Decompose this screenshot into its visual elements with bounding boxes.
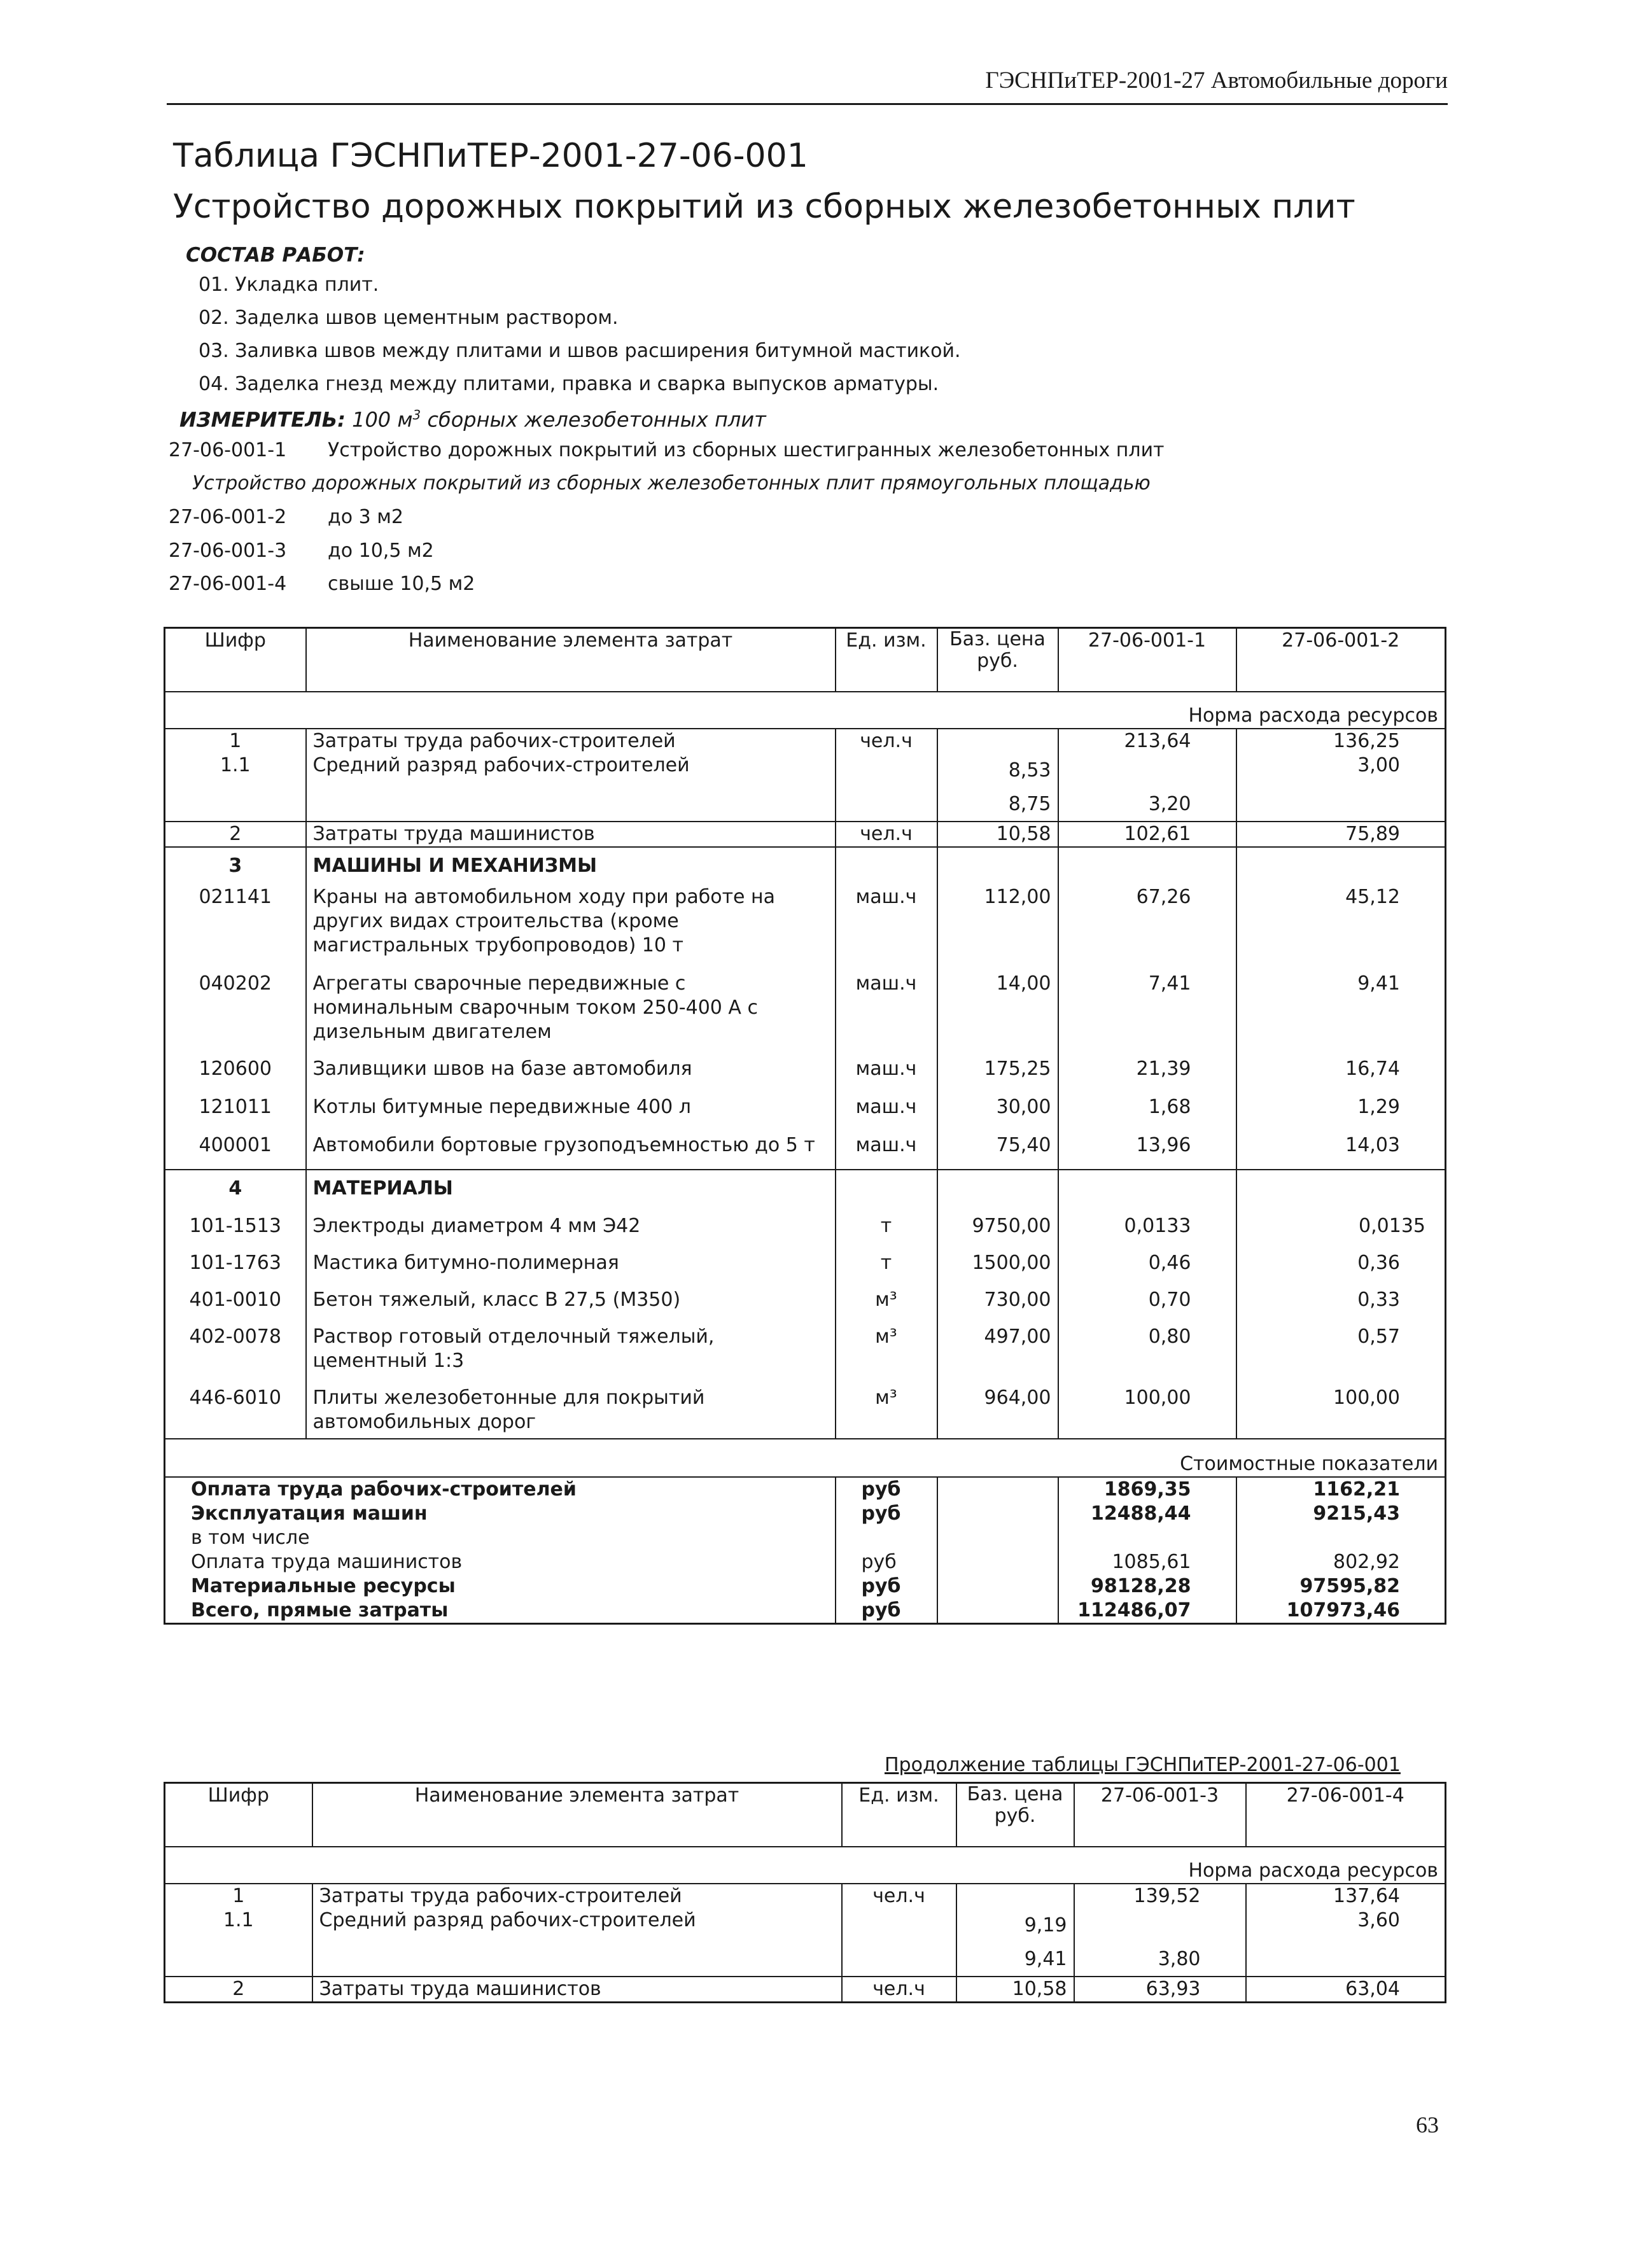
- col-header-name: Наименование элемента затрат: [306, 628, 836, 692]
- cost-value-2: 97595,82: [1236, 1574, 1446, 1599]
- row-price: [937, 729, 1058, 753]
- cost-unit: руб: [836, 1574, 937, 1599]
- work-item: 02. Заделка швов цементным раствором.: [199, 307, 619, 329]
- col-header-name: Наименование элемента затрат: [312, 1783, 842, 1847]
- row-price: [956, 1908, 1074, 1977]
- row-price: 1500,00: [937, 1238, 1058, 1275]
- table-row: [165, 1884, 1446, 1908]
- measure-line: [179, 407, 766, 432]
- norm-desc: Устройство дорожных покрытий из сборных шестигранных железобетонных плит: [328, 439, 1165, 461]
- table-row: [165, 1119, 1446, 1170]
- row-unit: чел.ч: [836, 822, 937, 847]
- table-row: [165, 1044, 1446, 1081]
- table-row: [165, 822, 1446, 847]
- row-name: Затраты труда рабочих-строителей: [312, 1884, 842, 1908]
- row-name: Раствор готовый отделочный тяжелый, цементный 1:3: [306, 1312, 836, 1373]
- row-unit: м³: [836, 1275, 937, 1312]
- norm-code: 27-06-001-4: [169, 573, 287, 595]
- row-unit: чел.ч: [836, 729, 937, 753]
- table-row: [165, 1208, 1446, 1238]
- col-header-price: Баз. цена руб.: [956, 1783, 1074, 1847]
- cost-unit: руб: [836, 1550, 937, 1574]
- row-value-1: 0,0133: [1058, 1208, 1236, 1238]
- row-value-2: 1,29: [1236, 1081, 1446, 1119]
- row-code: 120600: [165, 1044, 306, 1081]
- norm-desc: свыше 10,5 м2: [328, 573, 475, 595]
- row-value-1: [1058, 753, 1236, 822]
- cost-value-1: 1085,61: [1058, 1550, 1236, 1574]
- row-code: 1.1: [165, 1908, 312, 1977]
- row-price: 10,58: [937, 822, 1058, 847]
- row-value-1: 13,96: [1058, 1119, 1236, 1170]
- table-row: [165, 729, 1446, 753]
- section-row: [165, 1170, 1446, 1208]
- norm-code: 27-06-001-3: [169, 540, 287, 562]
- row-name: Автомобили бортовые грузоподъемностью до 5 т: [306, 1119, 836, 1170]
- norm-desc: до 10,5 м2: [328, 540, 434, 562]
- row-value-1: 7,41: [1058, 958, 1236, 1044]
- col-header-norm-4: 27-06-001-4: [1246, 1783, 1446, 1847]
- row-code: 1: [165, 729, 306, 753]
- row-unit: маш.ч: [836, 1119, 937, 1170]
- row-price: [956, 1884, 1074, 1908]
- row-code: 1: [165, 1884, 312, 1908]
- cost-row: [165, 1574, 1446, 1599]
- row-value-2: 14,03: [1236, 1119, 1446, 1170]
- section-code: 4: [165, 1170, 306, 1208]
- row-price: 964,00: [937, 1373, 1058, 1439]
- table-row: [165, 1373, 1446, 1439]
- row-unit: [842, 1908, 956, 1977]
- row-code: 2: [165, 1977, 312, 2003]
- cost-unit: руб: [836, 1599, 937, 1624]
- price-line-1: 9,19: [1024, 1914, 1067, 1936]
- row-unit: маш.ч: [836, 1081, 937, 1119]
- row-name: Электроды диаметром 4 мм Э42: [306, 1208, 836, 1238]
- continuation-caption: Продолжение таблицы ГЭСНПиТЕР-2001-27-06-001: [885, 1754, 1401, 1776]
- row-value-1: [1074, 1908, 1246, 1977]
- table-row: [165, 753, 1446, 822]
- cost-value-2: 802,92: [1236, 1550, 1446, 1574]
- norm-caption: Норма расхода ресурсов: [1074, 1847, 1446, 1884]
- row-value-1: 213,64: [1058, 729, 1236, 753]
- row-price: 112,00: [937, 885, 1058, 958]
- row-name: Агрегаты сварочные передвижные с номинальным сварочным током 250-400 А с дизельным двигателем: [306, 958, 836, 1044]
- row-value-1: 0,46: [1058, 1238, 1236, 1275]
- measure-value-prefix: 100 м: [352, 407, 413, 432]
- row-code: 101-1513: [165, 1208, 306, 1238]
- cost-row: [165, 1526, 1446, 1550]
- row-name: Краны на автомобильном ходу при работе на других видах строительства (кроме магистральных трубопроводов) 10 т: [306, 885, 836, 958]
- row-price: 10,58: [956, 1977, 1074, 2003]
- col-header-price: Баз. цена руб.: [937, 628, 1058, 692]
- cost-row: [165, 1599, 1446, 1624]
- row-price: 30,00: [937, 1081, 1058, 1119]
- composition-label: СОСТАВ РАБОТ:: [186, 244, 365, 267]
- measure-value-sup: 3: [412, 407, 421, 423]
- table-row: [165, 1908, 1446, 1977]
- table-row: [165, 1275, 1446, 1312]
- cost-value-1: 12488,44: [1058, 1502, 1236, 1526]
- cost-caption: Стоимостные показатели: [1180, 1452, 1438, 1475]
- row-code: 401-0010: [165, 1275, 306, 1312]
- row-value-2: 63,04: [1246, 1977, 1446, 2003]
- row-value-2: 75,89: [1236, 822, 1446, 847]
- row-value-1: 0,70: [1058, 1275, 1236, 1312]
- row-code: 446-6010: [165, 1373, 306, 1439]
- row-code: 101-1763: [165, 1238, 306, 1275]
- row-value-2: 137,64: [1246, 1884, 1446, 1908]
- work-item: 03. Заливка швов между плитами и швов расширения битумной мастикой.: [199, 340, 961, 362]
- row-price: 9750,00: [937, 1208, 1058, 1238]
- work-item: 01. Укладка плит.: [199, 274, 379, 296]
- row-code: 040202: [165, 958, 306, 1044]
- table-subtitle: Устройство дорожных покрытий из сборных железобетонных плит: [173, 188, 1355, 226]
- row-unit: маш.ч: [836, 1044, 937, 1081]
- col-header-norm-2: 27-06-001-2: [1236, 628, 1446, 692]
- header-rule: [167, 103, 1448, 105]
- cost-name: Оплата труда машинистов: [165, 1550, 836, 1574]
- value-line-2: 3,20: [1148, 792, 1191, 815]
- row-price: 175,25: [937, 1044, 1058, 1081]
- row-unit: чел.ч: [842, 1977, 956, 2003]
- row-value-2: 136,25: [1236, 729, 1446, 753]
- norm-code: 27-06-001-2: [169, 506, 287, 528]
- resource-table-2: [164, 1782, 1446, 2003]
- cost-value-1: 112486,07: [1058, 1599, 1236, 1624]
- cost-row: [165, 1502, 1446, 1526]
- table-row: [165, 1312, 1446, 1373]
- row-value-2: 0,33: [1236, 1275, 1446, 1312]
- row-name: Бетон тяжелый, класс В 27,5 (М350): [306, 1275, 836, 1312]
- row-unit: м³: [836, 1373, 937, 1439]
- work-item: 04. Заделка гнезд между плитами, правка и сварка выпусков арматуры.: [199, 373, 939, 395]
- col-header-code: Шифр: [165, 628, 306, 692]
- row-code: 1.1: [165, 753, 306, 822]
- section-title: МАТЕРИАЛЫ: [306, 1170, 836, 1208]
- row-value-1: 102,61: [1058, 822, 1236, 847]
- table-row: [165, 1977, 1446, 2003]
- row-name: Затраты труда машинистов: [306, 822, 836, 847]
- table-header-row: [165, 1783, 1446, 1847]
- row-value-1: 1,68: [1058, 1081, 1236, 1119]
- measure-label: ИЗМЕРИТЕЛЬ:: [179, 407, 346, 432]
- cost-name: Эксплуатация машин: [165, 1502, 836, 1526]
- row-name: Средний разряд рабочих-строителей: [306, 753, 836, 822]
- row-value-2: 0,57: [1236, 1312, 1446, 1373]
- col-header-code: Шифр: [165, 1783, 312, 1847]
- table-row: [165, 1081, 1446, 1119]
- row-code: 2: [165, 822, 306, 847]
- row-unit: маш.ч: [836, 885, 937, 958]
- row-unit: чел.ч: [842, 1884, 956, 1908]
- row-unit: маш.ч: [836, 958, 937, 1044]
- row-value-2: 3,00: [1236, 753, 1446, 822]
- row-price: 14,00: [937, 958, 1058, 1044]
- price-line-2: 8,75: [1008, 792, 1051, 815]
- row-unit: т: [836, 1208, 937, 1238]
- value-line-2: 3,80: [1158, 1947, 1201, 1970]
- row-name: Котлы битумные передвижные 400 л: [306, 1081, 836, 1119]
- cost-value-1: 98128,28: [1058, 1574, 1236, 1599]
- cost-name: в том числе: [165, 1526, 836, 1550]
- table-row: [165, 958, 1446, 1044]
- table-row: [165, 1238, 1446, 1275]
- row-value-1: 100,00: [1058, 1373, 1236, 1439]
- row-value-2: 3,60: [1246, 1908, 1446, 1977]
- norm-caption: Норма расхода ресурсов: [1058, 692, 1446, 729]
- row-name: Затраты труда рабочих-строителей: [306, 729, 836, 753]
- row-name: Плиты железобетонные для покрытий автомобильных дорог: [306, 1373, 836, 1439]
- resource-table-1: [164, 627, 1446, 1625]
- row-code: 121011: [165, 1081, 306, 1119]
- table-row: [165, 885, 1446, 958]
- running-header: ГЭСНПиТЕР-2001-27 Автомобильные дороги: [985, 67, 1448, 94]
- norm-desc: до 3 м2: [328, 506, 403, 528]
- cost-unit: руб: [836, 1502, 937, 1526]
- norm-caption-row: [165, 1847, 1446, 1884]
- col-header-norm-1: 27-06-001-1: [1058, 628, 1236, 692]
- table-header-row: [165, 628, 1446, 692]
- row-price: 497,00: [937, 1312, 1058, 1373]
- row-name: Затраты труда машинистов: [312, 1977, 842, 2003]
- row-value-2: 9,41: [1236, 958, 1446, 1044]
- norm-caption-row: [165, 692, 1446, 729]
- row-value-2: 100,00: [1236, 1373, 1446, 1439]
- price-line-2: 9,41: [1024, 1947, 1067, 1970]
- row-value-2: 0,36: [1236, 1238, 1446, 1275]
- cost-caption-row: [165, 1439, 1446, 1477]
- section-code: 3: [165, 847, 306, 885]
- cost-name: Оплата труда рабочих-строителей: [165, 1477, 836, 1502]
- norm-code: 27-06-001-1: [169, 439, 287, 461]
- row-code: 400001: [165, 1119, 306, 1170]
- row-name: Средний разряд рабочих-строителей: [312, 1908, 842, 1977]
- cost-row: [165, 1477, 1446, 1502]
- price-line-1: 8,53: [1008, 759, 1051, 781]
- table-title: Таблица ГЭСНПиТЕР-2001-27-06-001: [173, 137, 808, 175]
- measure-value-suffix: сборных железобетонных плит: [421, 407, 766, 432]
- row-code: 021141: [165, 885, 306, 958]
- row-value-1: 139,52: [1074, 1884, 1246, 1908]
- row-price: 730,00: [937, 1275, 1058, 1312]
- page-number: 63: [1416, 2112, 1439, 2138]
- row-unit: м³: [836, 1312, 937, 1373]
- norm-group: Устройство дорожных покрытий из сборных железобетонных плит прямоугольных площадью: [192, 472, 1151, 494]
- cost-value-2: 1162,21: [1236, 1477, 1446, 1502]
- row-value-1: 63,93: [1074, 1977, 1246, 2003]
- row-price: 75,40: [937, 1119, 1058, 1170]
- row-value-1: 21,39: [1058, 1044, 1236, 1081]
- col-header-unit: Ед. изм.: [842, 1783, 956, 1847]
- cost-name: Всего, прямые затраты: [165, 1599, 836, 1624]
- row-name: Мастика битумно-полимерная: [306, 1238, 836, 1275]
- section-title: МАШИНЫ И МЕХАНИЗМЫ: [306, 847, 836, 885]
- section-row: [165, 847, 1446, 885]
- row-unit: т: [836, 1238, 937, 1275]
- row-code: 402-0078: [165, 1312, 306, 1373]
- cost-value-2: 9215,43: [1236, 1502, 1446, 1526]
- row-price: [937, 753, 1058, 822]
- col-header-norm-3: 27-06-001-3: [1074, 1783, 1246, 1847]
- row-value-1: 67,26: [1058, 885, 1236, 958]
- row-name: Заливщики швов на базе автомобиля: [306, 1044, 836, 1081]
- cost-unit: руб: [836, 1477, 937, 1502]
- row-value-2: 45,12: [1236, 885, 1446, 958]
- row-value-2: 0,0135: [1236, 1208, 1446, 1238]
- row-value-2: 16,74: [1236, 1044, 1446, 1081]
- cost-value-2: 107973,46: [1236, 1599, 1446, 1624]
- cost-name: Материальные ресурсы: [165, 1574, 836, 1599]
- cost-value-1: 1869,35: [1058, 1477, 1236, 1502]
- col-header-unit: Ед. изм.: [836, 628, 937, 692]
- row-value-1: 0,80: [1058, 1312, 1236, 1373]
- cost-row: [165, 1550, 1446, 1574]
- row-unit: [836, 753, 937, 822]
